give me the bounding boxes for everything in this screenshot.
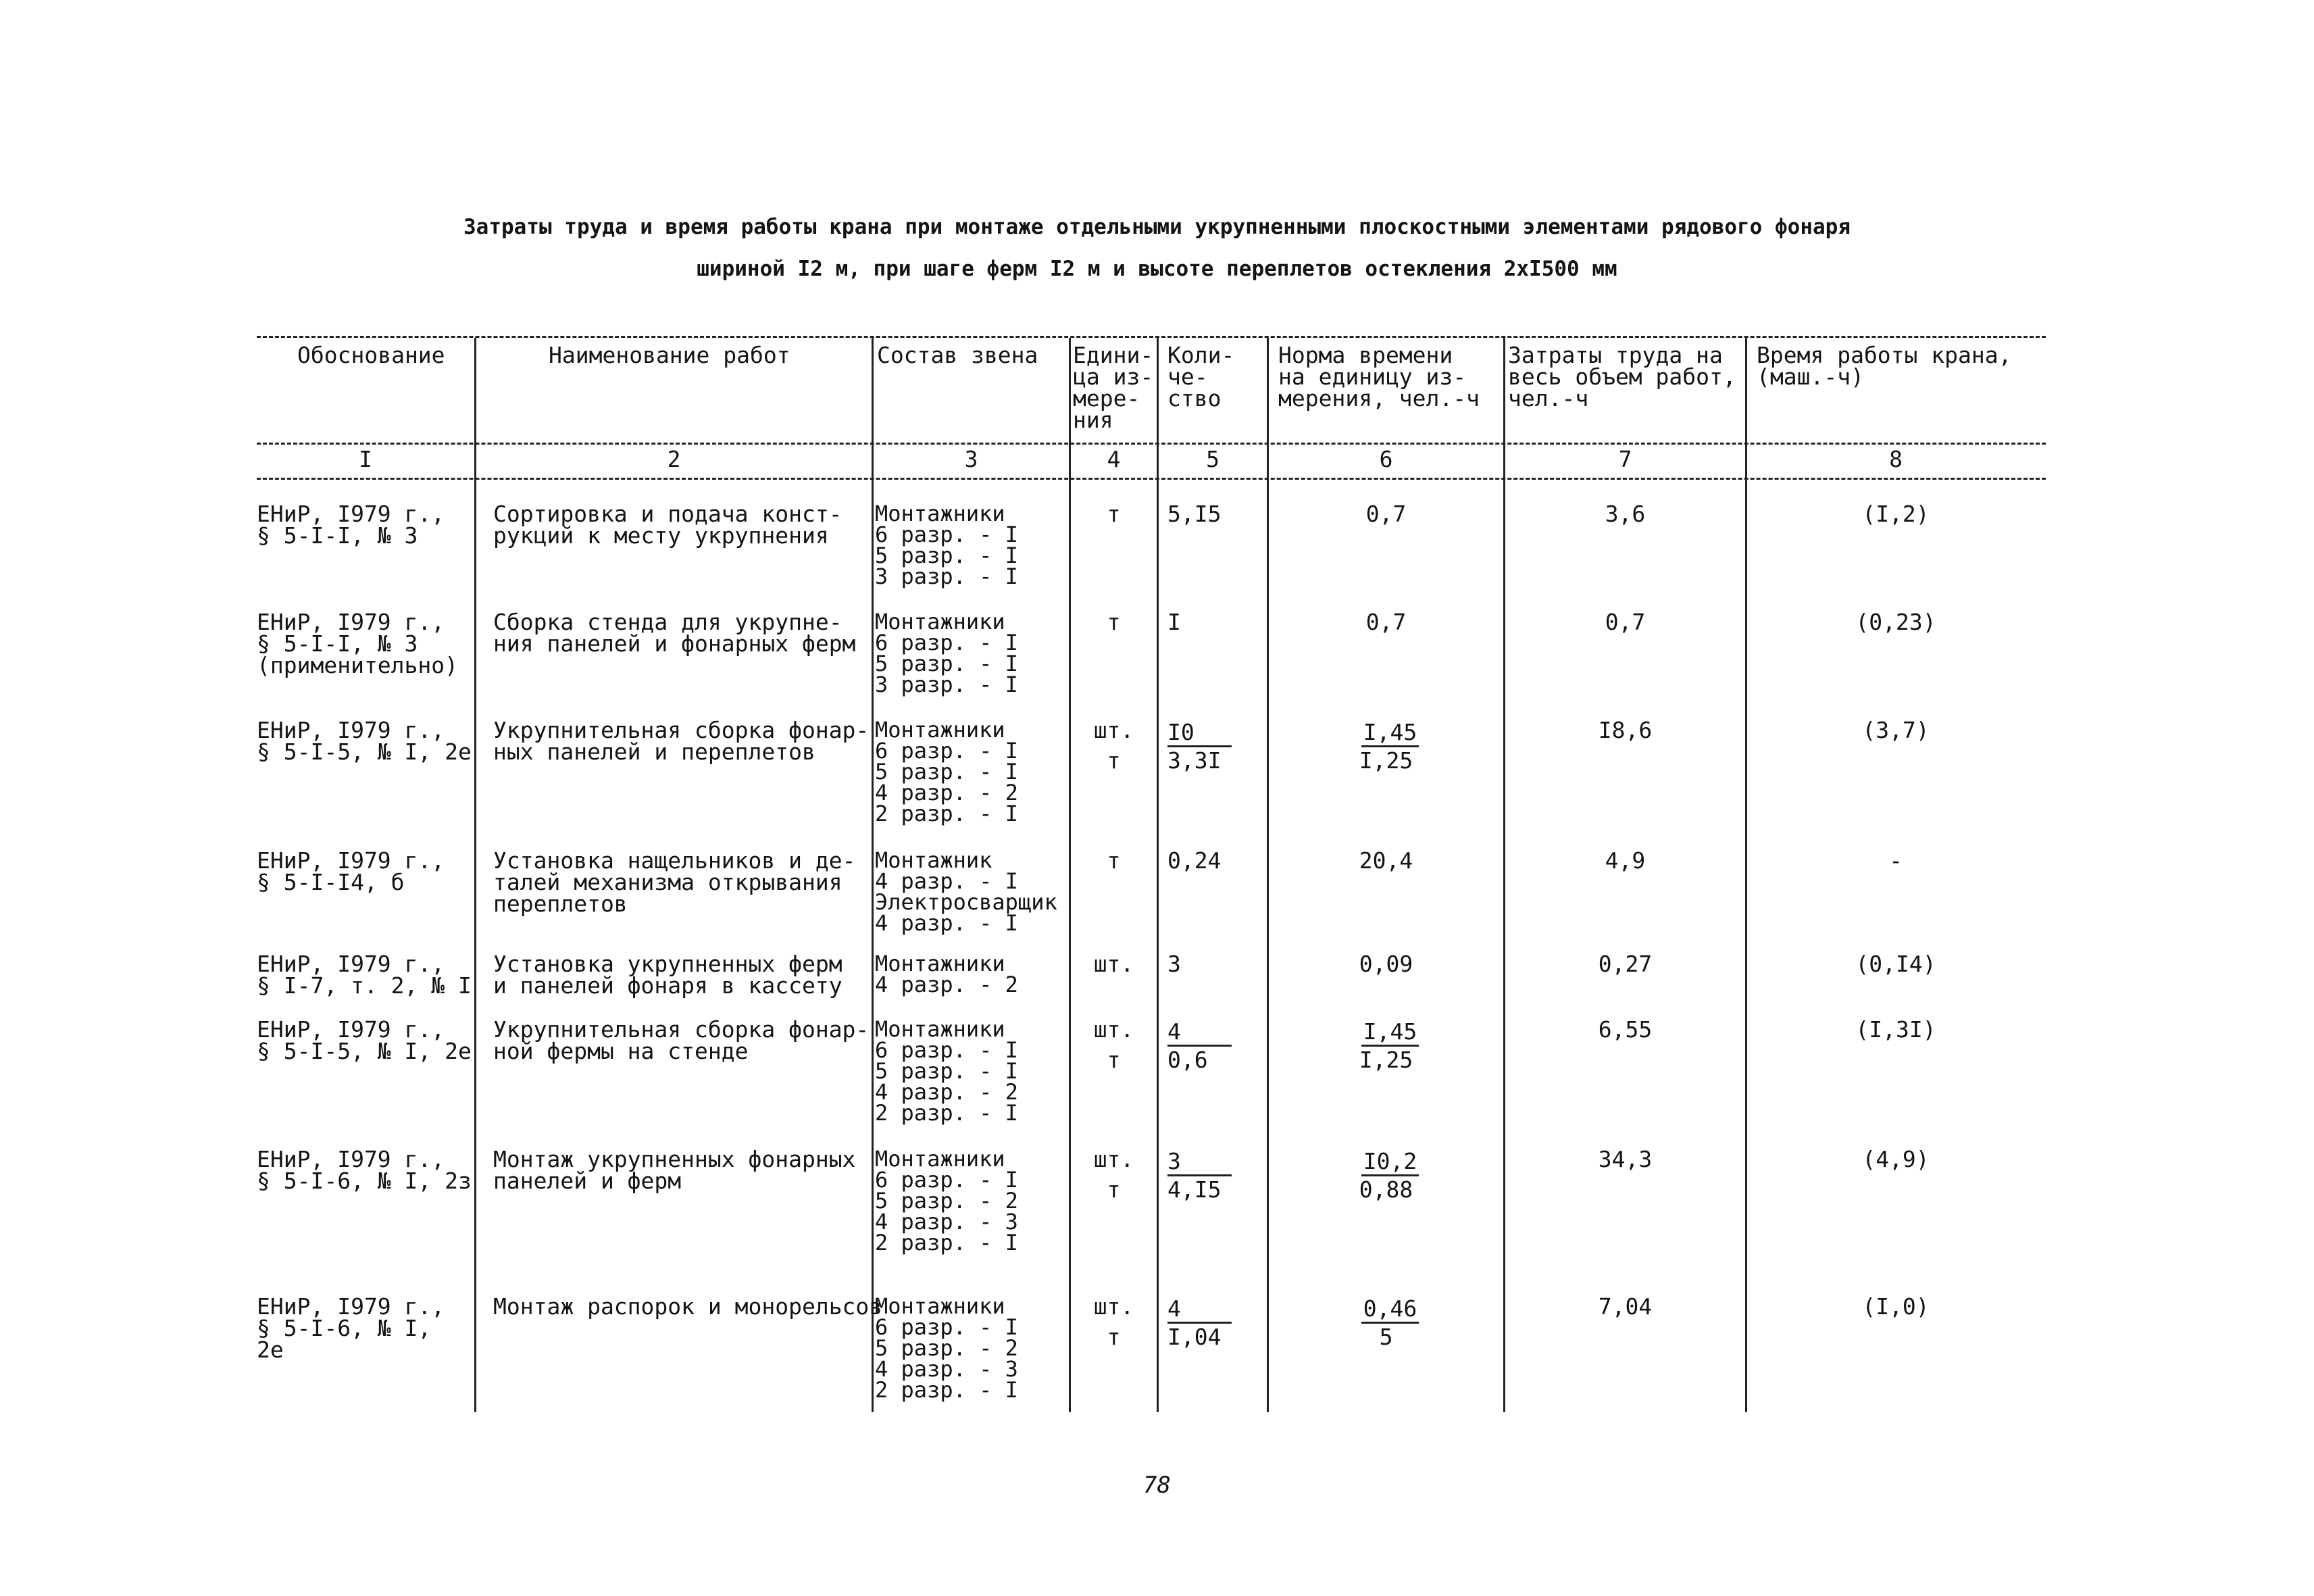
column-number: 6 (1379, 446, 1393, 472)
row-labor-cost: 34,3 (1598, 1146, 1653, 1172)
column-divider-5 (1267, 338, 1269, 1412)
row-quantity-secondary: 0,6 (1167, 1047, 1208, 1073)
column-divider-1 (474, 338, 476, 1412)
row-quantity-secondary: 3,3I (1167, 747, 1222, 774)
row-time-norm-secondary: 5 (1379, 1324, 1393, 1350)
row-work-name: Монтаж распорок и монорельсов (493, 1293, 883, 1320)
row-basis: ЕНиР, I979 г., § 5-I-I, № 3 (применительно) (257, 609, 459, 678)
row-unit: шт. (1093, 1146, 1134, 1172)
row-labor-cost: I8,6 (1598, 717, 1653, 743)
header-labor-cost: Затраты труда на весь объем работ, чел.-ч (1508, 342, 1736, 412)
row-unit-secondary: т (1107, 747, 1121, 774)
row-crane-time: - (1889, 847, 1903, 874)
row-unit: т (1107, 847, 1121, 874)
row-time-norm-secondary: I,25 (1359, 1047, 1413, 1073)
row-unit: т (1107, 609, 1121, 635)
row-unit: т (1107, 501, 1121, 527)
row-crew: Монтажники 6 разр. - I 5 разр. - I 3 разр. - I (875, 609, 1018, 697)
row-time-norm: 0,7 (1365, 609, 1407, 635)
row-unit: шт. (1093, 1016, 1134, 1043)
column-number: 5 (1206, 446, 1219, 472)
row-crew: Монтажники 6 разр. - I 5 разр. - I 4 разр. - 2 2 разр. - I (875, 717, 1018, 826)
row-crew: Монтажник 4 разр. - I Электросварщик 4 разр. - I (875, 847, 1057, 936)
row-basis: ЕНиР, I979 г., § 5-I-I4, б (257, 847, 445, 895)
row-basis: ЕНиР, I979 г., § 5-I-6, № I, 2з (257, 1146, 472, 1194)
row-work-name: Сборка стенда для укрупне- ния панелей и фонарных ферм (493, 609, 856, 657)
header-quantity: Коли- че- ство (1167, 342, 1235, 412)
column-divider-6 (1503, 338, 1505, 1412)
column-divider-7 (1745, 338, 1747, 1412)
row-crane-time: (0,23) (1855, 609, 1936, 635)
row-time-norm: 20,4 (1359, 847, 1413, 874)
row-unit-secondary: т (1107, 1047, 1121, 1073)
row-unit: шт. (1093, 1293, 1134, 1320)
table-title-line-1: Затраты труда и время работы крана при монтаже отдельными укрупненными плоскостными элементами рядового фонаря (463, 215, 1851, 239)
header-work-name: Наименование работ (549, 342, 790, 368)
column-number: 4 (1107, 446, 1121, 472)
row-basis: ЕНиР, I979 г., § 5-I-I, № 3 (257, 501, 445, 549)
row-time-norm: 0,7 (1365, 501, 1407, 527)
row-quantity: 4 (1167, 1296, 1232, 1324)
row-crew: Монтажники 4 разр. - 2 (875, 951, 1018, 997)
row-crane-time: (0,I4) (1855, 951, 1936, 977)
row-quantity-secondary: 4,I5 (1167, 1176, 1222, 1203)
row-crew: Монтажники 6 разр. - I 5 разр. - 2 4 разр. - 3 2 разр. - I (875, 1146, 1018, 1255)
row-crane-time: (I,0) (1862, 1293, 1930, 1320)
row-quantity: 0,24 (1167, 847, 1222, 874)
table-title-line-2: шириной I2 м, при шаге ферм I2 м и высоте переплетов остекления 2хI500 мм (697, 257, 1617, 281)
header-bottom-rule (257, 443, 2046, 445)
table-top-rule (257, 336, 2046, 338)
row-basis: ЕНиР, I979 г., § 5-I-5, № I, 2е (257, 717, 472, 765)
header-time-norm: Норма времени на единицу из- мерения, чел.-ч (1278, 342, 1480, 412)
row-work-name: Установка укрупненных ферм и панелей фонаря в кассету (493, 951, 842, 999)
row-time-norm: I,45 (1361, 1019, 1419, 1047)
row-labor-cost: 0,7 (1605, 609, 1646, 635)
row-quantity: 3 (1167, 1149, 1232, 1176)
row-time-norm: I,45 (1361, 720, 1419, 747)
row-unit-secondary: т (1107, 1324, 1121, 1350)
row-time-norm-secondary: 0,88 (1359, 1176, 1413, 1203)
column-number: 2 (667, 446, 681, 472)
header-crew: Состав звена (877, 342, 1038, 368)
row-quantity: 3 (1167, 951, 1181, 977)
column-number: 8 (1889, 446, 1903, 472)
row-quantity: 5,I5 (1167, 501, 1222, 527)
row-quantity: 4 (1167, 1019, 1232, 1047)
row-crane-time: (4,9) (1862, 1146, 1930, 1172)
header-unit: Едини- ца из- мере- ния (1073, 342, 1154, 433)
row-unit: шт. (1093, 951, 1134, 977)
row-labor-cost: 0,27 (1598, 951, 1653, 977)
row-crew: Монтажники 6 разр. - I 5 разр. - I 3 разр. - I (875, 501, 1018, 589)
row-work-name: Монтаж укрупненных фонарных панелей и ферм (493, 1146, 856, 1194)
row-work-name: Сортировка и подача конст- рукций к месту укрупнения (493, 501, 842, 549)
row-crew: Монтажники 6 разр. - I 5 разр. - 2 4 разр. - 3 2 разр. - I (875, 1293, 1018, 1403)
row-work-name: Установка нащельников и де- талей механизма открывания переплетов (493, 847, 856, 917)
row-quantity-secondary: I,04 (1167, 1324, 1222, 1350)
column-number: I (359, 446, 372, 472)
row-quantity: I0 (1167, 720, 1232, 747)
column-divider-2 (872, 338, 874, 1412)
page-number: 78 (1143, 1472, 1171, 1499)
row-labor-cost: 4,9 (1605, 847, 1646, 874)
column-number: 3 (964, 446, 978, 472)
row-labor-cost: 7,04 (1598, 1293, 1653, 1320)
header-basis: Обоснование (297, 342, 445, 368)
row-crew: Монтажники 6 разр. - I 5 разр. - I 4 разр. - 2 2 разр. - I (875, 1016, 1018, 1126)
colnum-bottom-rule (257, 478, 2046, 480)
row-unit: шт. (1093, 717, 1134, 743)
column-divider-4 (1157, 338, 1159, 1412)
row-work-name: Укрупнительная сборка фонар- ных панелей и переплетов (493, 717, 870, 765)
row-quantity: I (1167, 609, 1181, 635)
header-crane-time: Время работы крана, (маш.-ч) (1757, 342, 2012, 390)
row-time-norm: 0,09 (1359, 951, 1413, 977)
row-crane-time: (I,3I) (1855, 1016, 1936, 1043)
row-crane-time: (3,7) (1862, 717, 1930, 743)
row-basis: ЕНиР, I979 г., § 5-I-6, № I, 2е (257, 1293, 445, 1363)
row-crane-time: (I,2) (1862, 501, 1930, 527)
row-labor-cost: 6,55 (1598, 1016, 1653, 1043)
row-time-norm: I0,2 (1361, 1149, 1419, 1176)
row-unit-secondary: т (1107, 1176, 1121, 1203)
row-labor-cost: 3,6 (1605, 501, 1646, 527)
row-work-name: Укрупнительная сборка фонар- ной фермы на стенде (493, 1016, 870, 1064)
column-number: 7 (1618, 446, 1632, 472)
row-basis: ЕНиР, I979 г., § I-7, т. 2, № I (257, 951, 472, 999)
row-time-norm-secondary: I,25 (1359, 747, 1413, 774)
row-time-norm: 0,46 (1361, 1296, 1419, 1324)
column-divider-3 (1069, 338, 1071, 1412)
row-basis: ЕНиР, I979 г., § 5-I-5, № I, 2е (257, 1016, 472, 1064)
